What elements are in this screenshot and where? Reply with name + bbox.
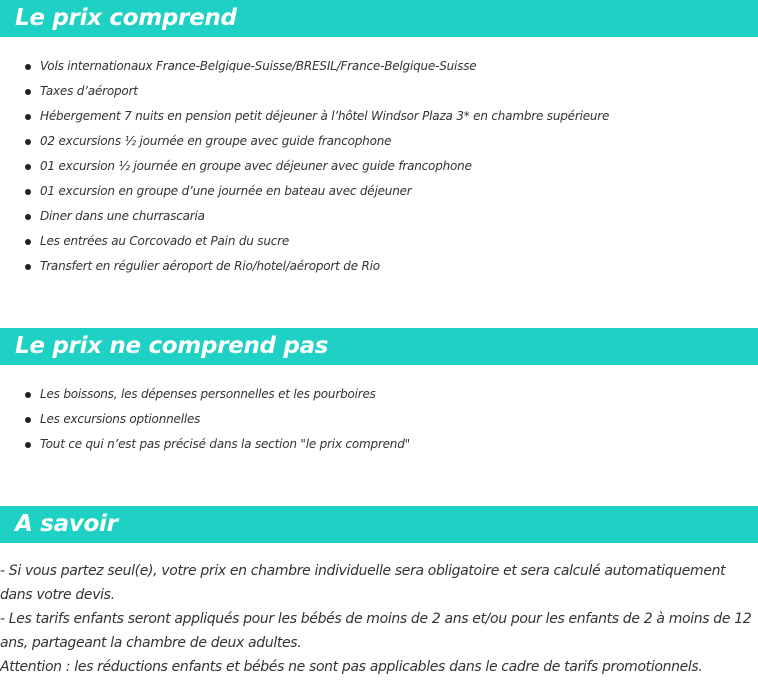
bullet-icon [25,417,31,423]
list-item: Taxes d’aéroport [25,79,609,104]
a-savoir-text [0,559,758,679]
list-item: Les excursions optionnelles [25,407,410,432]
info-paragraph: - Les tarifs enfants seront appliqués pour les bébés de moins de 2 ans et/ou pour les enfants de 2 à moins de 12 ans, partageant la chambre de deux adultes. [0,611,752,651]
list-item: 01 excursion en groupe d’une journée en bateau avec déjeuner [25,179,609,204]
bullet-icon [25,264,31,270]
bullet-icon [25,139,31,145]
bullet-icon [25,89,31,95]
list-item: Tout ce qui n’est pas précisé dans la section "le prix comprend" [25,432,410,457]
info-paragraph: - Si vous partez seul(e), votre prix en chambre individuelle sera obligatoire et sera calculé automatiquement dans votre devis. [0,563,726,603]
bullet-icon [25,392,31,398]
section-title-a-savoir: A savoir [15,511,118,537]
bullet-icon [25,239,31,245]
list-item: Hébergement 7 nuits en pension petit déjeuner à l’hôtel Windsor Plaza 3* en chambre supérieure [25,104,609,129]
list-item: Diner dans une churrascaria [25,204,609,229]
list-item: Les boissons, les dépenses personnelles et les pourboires [25,382,410,407]
section-title-included: Le prix comprend [15,5,237,31]
section-header-not-included [0,328,758,365]
bullet-icon [25,114,31,120]
bullet-icon [25,64,31,70]
not-included-list [25,382,410,457]
section-header-a-savoir [0,506,758,543]
included-list [25,54,609,279]
list-item: 01 excursion ½ journée en groupe avec déjeuner avec guide francophone [25,154,609,179]
info-paragraph: Attention : les réductions enfants et bébés ne sont pas applicables dans le cadre de tarifs promotionnels. [0,659,703,675]
section-header-included [0,0,758,37]
list-item: Les entrées au Corcovado et Pain du sucre [25,229,609,254]
bullet-icon [25,442,31,448]
bullet-icon [25,189,31,195]
list-item: Transfert en régulier aéroport de Rio/hotel/aéroport de Rio [25,254,609,279]
list-item: Vols internationaux France-Belgique-Suisse/BRESIL/France-Belgique-Suisse [25,54,609,79]
list-item: 02 excursions ½ journée en groupe avec guide francophone [25,129,609,154]
section-title-not-included: Le prix ne comprend pas [15,333,329,359]
bullet-icon [25,214,31,220]
bullet-icon [25,164,31,170]
